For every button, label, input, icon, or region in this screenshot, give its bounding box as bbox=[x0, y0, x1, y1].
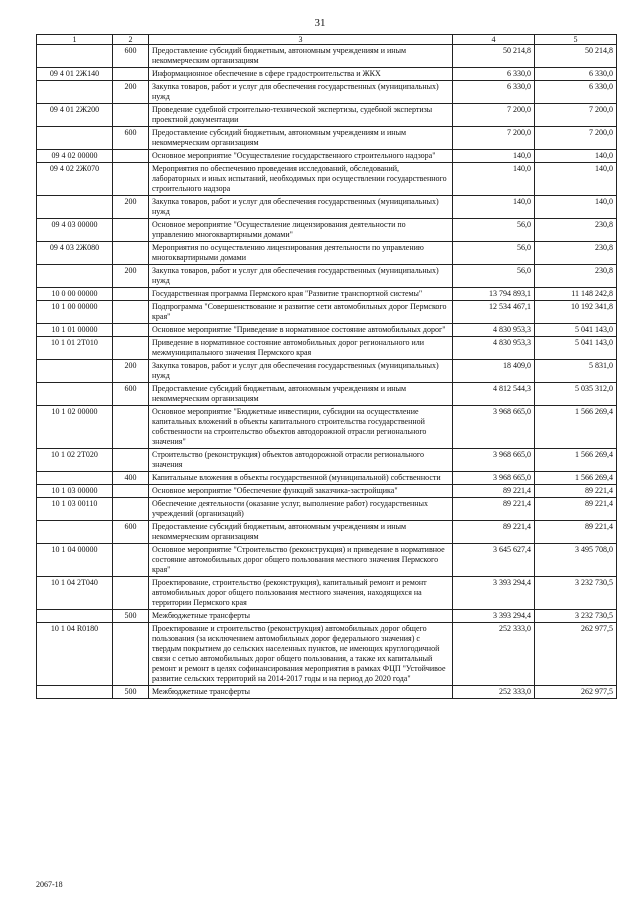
cell-amount-year2: 262 977,5 bbox=[535, 623, 617, 686]
table-row bbox=[37, 337, 617, 360]
table-row bbox=[37, 219, 617, 242]
cell-expense-type: 500 bbox=[113, 686, 149, 699]
cell-item-name: Основное мероприятие "Осуществление лицензирования деятельности по управлению многоквартирными домами" bbox=[149, 219, 453, 242]
cell-amount-year1: 7 200,0 bbox=[453, 104, 535, 127]
cell-amount-year1: 3 968 665,0 bbox=[453, 406, 535, 449]
cell-amount-year2: 7 200,0 bbox=[535, 127, 617, 150]
table-row bbox=[37, 196, 617, 219]
cell-expense-type bbox=[113, 219, 149, 242]
cell-amount-year2: 5 035 312,0 bbox=[535, 383, 617, 406]
cell-budget-code: 10 1 04 00000 bbox=[37, 544, 113, 577]
table-row bbox=[37, 406, 617, 449]
table-row bbox=[37, 301, 617, 324]
cell-expense-type: 200 bbox=[113, 265, 149, 288]
cell-expense-type bbox=[113, 544, 149, 577]
cell-amount-year2: 1 566 269,4 bbox=[535, 472, 617, 485]
cell-budget-code bbox=[37, 686, 113, 699]
cell-expense-type: 400 bbox=[113, 472, 149, 485]
cell-amount-year1: 89 221,4 bbox=[453, 498, 535, 521]
cell-budget-code bbox=[37, 521, 113, 544]
cell-amount-year2: 6 330,0 bbox=[535, 81, 617, 104]
cell-amount-year1: 3 393 294,4 bbox=[453, 577, 535, 610]
cell-expense-type: 600 bbox=[113, 45, 149, 68]
table-body bbox=[37, 45, 617, 699]
footer-code: 2067-18 bbox=[36, 880, 63, 889]
cell-item-name: Капитальные вложения в объекты государственной (муниципальной) собственности bbox=[149, 472, 453, 485]
table-row bbox=[37, 544, 617, 577]
cell-amount-year1: 13 794 893,1 bbox=[453, 288, 535, 301]
cell-item-name: Проведение судебной строительно-технической экспертизы, судебной экспертизы проектной документации bbox=[149, 104, 453, 127]
cell-budget-code: 09 4 03 00000 bbox=[37, 219, 113, 242]
cell-expense-type bbox=[113, 242, 149, 265]
cell-amount-year2: 50 214,8 bbox=[535, 45, 617, 68]
table-row bbox=[37, 623, 617, 686]
cell-budget-code: 09 4 02 00000 bbox=[37, 150, 113, 163]
column-header-year2: 5 bbox=[535, 35, 617, 45]
cell-amount-year2: 3 232 730,5 bbox=[535, 577, 617, 610]
cell-item-name: Закупка товаров, работ и услуг для обеспечения государственных (муниципальных) нужд bbox=[149, 196, 453, 219]
cell-item-name: Закупка товаров, работ и услуг для обеспечения государственных (муниципальных) нужд bbox=[149, 360, 453, 383]
cell-amount-year1: 140,0 bbox=[453, 163, 535, 196]
cell-budget-code: 10 1 03 00110 bbox=[37, 498, 113, 521]
cell-amount-year2: 5 041 143,0 bbox=[535, 337, 617, 360]
cell-amount-year1: 140,0 bbox=[453, 196, 535, 219]
cell-amount-year2: 7 200,0 bbox=[535, 104, 617, 127]
cell-budget-code: 10 1 02 2Т020 bbox=[37, 449, 113, 472]
cell-amount-year1: 12 534 467,1 bbox=[453, 301, 535, 324]
cell-expense-type bbox=[113, 104, 149, 127]
cell-expense-type: 600 bbox=[113, 127, 149, 150]
cell-amount-year2: 140,0 bbox=[535, 150, 617, 163]
cell-item-name: Приведение в нормативное состояние автомобильных дорог регионального или межмуниципального значения Пермского края bbox=[149, 337, 453, 360]
cell-budget-code bbox=[37, 196, 113, 219]
table-row bbox=[37, 265, 617, 288]
table-row bbox=[37, 383, 617, 406]
cell-amount-year2: 140,0 bbox=[535, 196, 617, 219]
cell-budget-code: 10 1 01 00000 bbox=[37, 324, 113, 337]
table-header bbox=[37, 35, 617, 45]
table-row bbox=[37, 498, 617, 521]
cell-amount-year2: 140,0 bbox=[535, 163, 617, 196]
cell-amount-year1: 89 221,4 bbox=[453, 485, 535, 498]
cell-amount-year1: 89 221,4 bbox=[453, 521, 535, 544]
cell-expense-type: 600 bbox=[113, 383, 149, 406]
cell-expense-type bbox=[113, 337, 149, 360]
cell-expense-type: 200 bbox=[113, 81, 149, 104]
cell-budget-code bbox=[37, 81, 113, 104]
table-row bbox=[37, 521, 617, 544]
cell-amount-year1: 252 333,0 bbox=[453, 623, 535, 686]
cell-budget-code: 10 1 04 2Т040 bbox=[37, 577, 113, 610]
column-header-year1: 4 bbox=[453, 35, 535, 45]
column-header-code: 1 bbox=[37, 35, 113, 45]
cell-budget-code: 10 0 00 00000 bbox=[37, 288, 113, 301]
cell-item-name: Межбюджетные трансферты bbox=[149, 686, 453, 699]
table-row bbox=[37, 127, 617, 150]
cell-amount-year2: 89 221,4 bbox=[535, 498, 617, 521]
cell-item-name: Мероприятия по осуществлению лицензирования деятельности по управлению многоквартирными домами bbox=[149, 242, 453, 265]
cell-item-name: Обеспечение деятельности (оказание услуг, выполнение работ) государственных учреждений (организаций) bbox=[149, 498, 453, 521]
cell-amount-year1: 3 645 627,4 bbox=[453, 544, 535, 577]
cell-expense-type bbox=[113, 150, 149, 163]
cell-amount-year1: 140,0 bbox=[453, 150, 535, 163]
cell-amount-year1: 3 393 294,4 bbox=[453, 610, 535, 623]
cell-item-name: Информационное обеспечение в сфере градостроительства и ЖКХ bbox=[149, 68, 453, 81]
cell-budget-code: 09 4 01 2Ж200 bbox=[37, 104, 113, 127]
cell-amount-year1: 4 830 953,3 bbox=[453, 324, 535, 337]
cell-budget-code bbox=[37, 127, 113, 150]
cell-amount-year2: 11 148 242,8 bbox=[535, 288, 617, 301]
cell-budget-code bbox=[37, 383, 113, 406]
cell-item-name: Предоставление субсидий бюджетным, автономным учреждениям и иным некоммерческим организациям bbox=[149, 45, 453, 68]
cell-item-name: Проектирование и строительство (реконструкция) автомобильных дорог общего пользования (за исключением автомобильных дорог федерального значения) с твердым покрытием до сельских населенных пунктов, не имеющих круглогодичной связи с сетью автомобильных дорог общего пользования, а также их капитальный ремонт и ремонт в целях софинансирования мероприятия в рамках ФЦП "Устойчивое развитие сельских территорий на 2014-2017 годы и на период до 2020 года" bbox=[149, 623, 453, 686]
cell-amount-year1: 6 330,0 bbox=[453, 68, 535, 81]
cell-budget-code bbox=[37, 45, 113, 68]
table-row bbox=[37, 68, 617, 81]
cell-budget-code bbox=[37, 265, 113, 288]
cell-amount-year1: 4 830 953,3 bbox=[453, 337, 535, 360]
cell-amount-year2: 1 566 269,4 bbox=[535, 449, 617, 472]
cell-item-name: Основное мероприятие "Бюджетные инвестиции, субсидии на осуществление капитальных вложений в объекты капитального строительства государственной собственности на строительство объектов автодорожной отрасли регионального значения" bbox=[149, 406, 453, 449]
table-row bbox=[37, 163, 617, 196]
table-row bbox=[37, 360, 617, 383]
cell-budget-code: 09 4 02 2Ж070 bbox=[37, 163, 113, 196]
cell-item-name: Основное мероприятие "Строительство (реконструкция) и приведение в нормативное состояние автомобильных дорог общего пользования местного значения Пермского края" bbox=[149, 544, 453, 577]
cell-amount-year2: 1 566 269,4 bbox=[535, 406, 617, 449]
cell-amount-year1: 56,0 bbox=[453, 219, 535, 242]
cell-item-name: Предоставление субсидий бюджетным, автономным учреждениям и иным некоммерческим организациям bbox=[149, 521, 453, 544]
cell-budget-code bbox=[37, 472, 113, 485]
table-row bbox=[37, 686, 617, 699]
table-row bbox=[37, 610, 617, 623]
cell-expense-type bbox=[113, 288, 149, 301]
column-header-type: 2 bbox=[113, 35, 149, 45]
cell-item-name: Основное мероприятие "Приведение в нормативное состояние автомобильных дорог" bbox=[149, 324, 453, 337]
cell-expense-type bbox=[113, 449, 149, 472]
cell-item-name: Закупка товаров, работ и услуг для обеспечения государственных (муниципальных) нужд bbox=[149, 81, 453, 104]
cell-expense-type bbox=[113, 68, 149, 81]
cell-budget-code: 10 1 01 2Т010 bbox=[37, 337, 113, 360]
cell-amount-year2: 3 232 730,5 bbox=[535, 610, 617, 623]
table-row bbox=[37, 104, 617, 127]
cell-item-name: Строительство (реконструкция) объектов автодорожной отрасли регионального значения bbox=[149, 449, 453, 472]
cell-expense-type bbox=[113, 498, 149, 521]
table-row bbox=[37, 242, 617, 265]
cell-item-name: Закупка товаров, работ и услуг для обеспечения государственных (муниципальных) нужд bbox=[149, 265, 453, 288]
table-row bbox=[37, 472, 617, 485]
cell-item-name: Основное мероприятие "Осуществление государственного строительного надзора" bbox=[149, 150, 453, 163]
cell-amount-year1: 6 330,0 bbox=[453, 81, 535, 104]
cell-budget-code bbox=[37, 610, 113, 623]
table-row bbox=[37, 45, 617, 68]
cell-item-name: Предоставление субсидий бюджетным, автономным учреждениям и иным некоммерческим организациям bbox=[149, 127, 453, 150]
table-row bbox=[37, 288, 617, 301]
cell-item-name: Межбюджетные трансферты bbox=[149, 610, 453, 623]
cell-item-name: Проектирование, строительство (реконструкция), капитальный ремонт и ремонт автомобильных дорог общего пользования местного значения, находящихся на территории Пермского края bbox=[149, 577, 453, 610]
cell-expense-type bbox=[113, 406, 149, 449]
cell-budget-code: 10 1 04 R0180 bbox=[37, 623, 113, 686]
cell-item-name: Мероприятия по обеспечению проведения исследований, обследований, лабораторных и иных испытаний, необходимых при осуществлении государственного строительного надзора bbox=[149, 163, 453, 196]
cell-budget-code bbox=[37, 360, 113, 383]
cell-amount-year2: 230,8 bbox=[535, 219, 617, 242]
cell-expense-type bbox=[113, 623, 149, 686]
cell-item-name: Основное мероприятие "Обеспечение функций заказчика-застройщика" bbox=[149, 485, 453, 498]
cell-amount-year2: 3 495 708,0 bbox=[535, 544, 617, 577]
cell-amount-year1: 252 333,0 bbox=[453, 686, 535, 699]
cell-expense-type: 500 bbox=[113, 610, 149, 623]
cell-budget-code: 10 1 00 00000 bbox=[37, 301, 113, 324]
table-row bbox=[37, 485, 617, 498]
column-number-row bbox=[37, 35, 617, 45]
cell-expense-type: 200 bbox=[113, 196, 149, 219]
cell-amount-year1: 56,0 bbox=[453, 242, 535, 265]
cell-expense-type bbox=[113, 301, 149, 324]
cell-amount-year1: 3 968 665,0 bbox=[453, 449, 535, 472]
cell-amount-year2: 89 221,4 bbox=[535, 521, 617, 544]
cell-item-name: Государственная программа Пермского края "Развитие транспортной системы" bbox=[149, 288, 453, 301]
cell-amount-year2: 10 192 341,8 bbox=[535, 301, 617, 324]
cell-amount-year1: 7 200,0 bbox=[453, 127, 535, 150]
cell-expense-type: 200 bbox=[113, 360, 149, 383]
cell-item-name: Подпрограмма "Совершенствование и развитие сети автомобильных дорог Пермского края" bbox=[149, 301, 453, 324]
cell-amount-year1: 3 968 665,0 bbox=[453, 472, 535, 485]
cell-budget-code: 10 1 02 00000 bbox=[37, 406, 113, 449]
cell-item-name: Предоставление субсидий бюджетным, автономным учреждениям и иным некоммерческим организациям bbox=[149, 383, 453, 406]
budget-table bbox=[36, 34, 617, 699]
cell-amount-year2: 5 041 143,0 bbox=[535, 324, 617, 337]
page-number: 31 bbox=[314, 17, 326, 29]
cell-amount-year2: 262 977,5 bbox=[535, 686, 617, 699]
cell-expense-type bbox=[113, 324, 149, 337]
cell-expense-type: 600 bbox=[113, 521, 149, 544]
table-row bbox=[37, 449, 617, 472]
cell-amount-year2: 5 831,0 bbox=[535, 360, 617, 383]
cell-budget-code: 09 4 01 2Ж140 bbox=[37, 68, 113, 81]
cell-amount-year1: 50 214,8 bbox=[453, 45, 535, 68]
table-row bbox=[37, 324, 617, 337]
cell-expense-type bbox=[113, 577, 149, 610]
cell-amount-year2: 6 330,0 bbox=[535, 68, 617, 81]
cell-amount-year1: 56,0 bbox=[453, 265, 535, 288]
table-row bbox=[37, 150, 617, 163]
cell-amount-year2: 89 221,4 bbox=[535, 485, 617, 498]
column-header-name: 3 bbox=[149, 35, 453, 45]
cell-budget-code: 09 4 03 2Ж080 bbox=[37, 242, 113, 265]
table-row bbox=[37, 81, 617, 104]
cell-expense-type bbox=[113, 485, 149, 498]
cell-amount-year2: 230,8 bbox=[535, 265, 617, 288]
table-row bbox=[37, 577, 617, 610]
cell-amount-year1: 18 409,0 bbox=[453, 360, 535, 383]
cell-expense-type bbox=[113, 163, 149, 196]
cell-amount-year2: 230,8 bbox=[535, 242, 617, 265]
cell-amount-year1: 4 812 544,3 bbox=[453, 383, 535, 406]
cell-budget-code: 10 1 03 00000 bbox=[37, 485, 113, 498]
